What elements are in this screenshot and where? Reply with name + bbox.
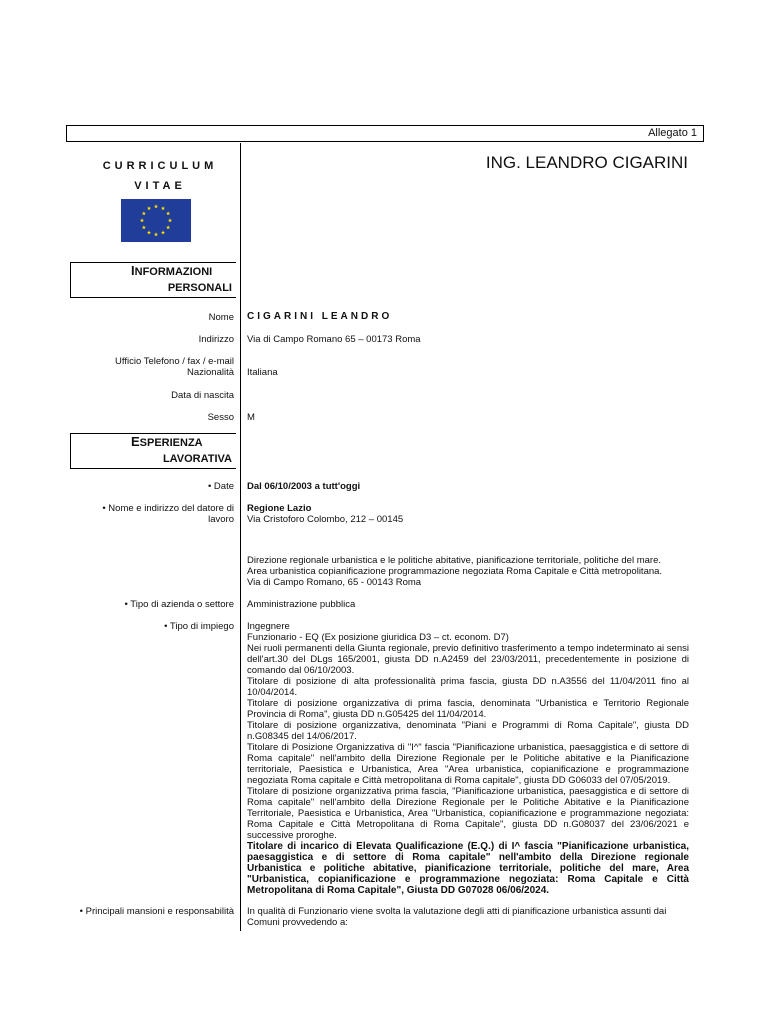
section-personal-cap: I xyxy=(131,263,135,278)
direzione-line2: Area urbanistica copianificazione programmazione negoziata Roma Capitale e Città metropolitana. xyxy=(247,566,663,577)
impiego-role: Ingegnere xyxy=(247,621,290,632)
datore-label xyxy=(70,503,234,525)
mansioni-label: • Principali mansioni e responsabilità xyxy=(79,906,234,917)
impiego-paragraph-7: Titolare di Posizione Organizzativa di "I^" fascia "Pianificazione urbanistica, paesaggistica e di settore di Roma capitale" nell'ambito della Direzione Regionale per le Politiche abitative e la Pianificazione territoriale, Paesistica e Urbanistica, Area "Area urbanistica, copianificazione e programmazione negoziata Roma capitale e Città metropolitana di Roma capitale", giusta DD G06033 del 07/05/2019. xyxy=(247,742,689,786)
nome-label: Nome xyxy=(208,312,234,323)
nascita-label: Data di nascita xyxy=(171,390,234,401)
mansioni-value: In qualità di Funzionario viene svolta la valutazione degli atti di pianificazione urbanistica assunti dai Comuni provvedendo a: xyxy=(247,906,667,928)
indirizzo-value: Via di Campo Romano 65 – 00173 Roma xyxy=(247,334,421,345)
date-value: Dal 06/10/2003 a tutt'oggi xyxy=(247,481,361,492)
impiego-paragraph-4: Titolare di posizione di alta professionalità prima fascia, giusta DD n.A3556 del 11/04/2011 fino al 10/04/2014. xyxy=(247,676,689,698)
direzione-line1: Direzione regionale urbanistica e le politiche abitative, pianificazione territoriale, politiche del mare. xyxy=(247,555,662,566)
allegato-header: Allegato 1 xyxy=(66,125,704,142)
datore-value xyxy=(247,503,689,525)
section-work-line2: LAVORATIVA xyxy=(162,453,232,465)
direzione-block xyxy=(247,555,689,588)
cv-title-line2: VITAE xyxy=(134,180,186,192)
impiego-paragraph-5: Titolare di posizione organizzativa di prima fascia, denominata "Urbanistica e Territorio Regionale Provincia di Roma", giusta DD n.G05425 del 11/04/2014. xyxy=(247,698,689,720)
section-personal-line2: PERSONALI xyxy=(167,282,232,294)
impiego-paragraph-8: Titolare di posizione organizzativa prima fascia, "Pianificazione urbanistica, paesaggistica e di settore di Roma capitale" nell'ambito della Direzione Regionale per le Politiche Abitative e la Pianificazione Territoriale, Paesistica e Urbanistica, Area "Urbanistica, copianificazione e programmazione negoziata: Roma Capitale e Città Metropolitana di Roma Capitale", giusta DD n.G08037 del 23/06/2021 e successive proroghe. xyxy=(247,786,689,841)
cv-title xyxy=(100,156,220,196)
tipo-azienda-label: • Tipo di azienda o settore xyxy=(124,599,234,610)
sesso-label: Sesso xyxy=(207,412,234,423)
datore-label-line2: lavoro xyxy=(208,514,234,525)
date-label: • Date xyxy=(207,481,234,492)
direzione-line3: Via di Campo Romano, 65 - 00143 Roma xyxy=(247,577,422,588)
indirizzo-label: Indirizzo xyxy=(198,334,234,345)
section-personal-rest: NFORMAZIONI xyxy=(134,266,213,278)
sesso-value: M xyxy=(247,412,255,423)
section-work-cap: E xyxy=(131,434,140,449)
nome-value: CIGARINI LEANDRO xyxy=(247,311,393,322)
column-divider xyxy=(240,143,241,931)
eu-flag-icon xyxy=(121,199,191,242)
impiego-paragraph-6: Titolare di posizione organizzativa, denominata "Piani e Programmi di Roma Capitale", giusta DD n.G08345 del 14/06/2017. xyxy=(247,720,689,742)
impiego-paragraph-9: Titolare di incarico di Elevata Qualificazione (E.Q.) di I^ fascia "Pianificazione urbanistica, paesaggistica e di settore di Roma capitale" nell'ambito della Direzione regionale Urbanistica e politiche abitative, pianificazione territoriale, politiche del mare, Area "Urbanistica, copianificazione e programmazione negoziata: Roma Capitale e Città Metropolitana di Roma Capitale", Giusta DD G07028 06/06/2024. xyxy=(247,841,689,896)
telefono-label: Ufficio Telefono / fax / e-mail xyxy=(115,356,234,367)
impiego-paragraph-3: Nei ruoli permanenti della Giunta regionale, previo definitivo trasferimento a tempo indeterminato ai sensi dell'art.30 del DLgs 165/2001, giusta DD n.A2459 del 23/03/2011, precedentemente in posizione di comando dal 06/10/2003. xyxy=(247,643,689,676)
tipo-azienda-value: Amministrazione pubblica xyxy=(247,599,356,610)
person-title: ING. LEANDRO CIGARINI xyxy=(485,153,688,172)
impiego-position: Funzionario - EQ (Ex posizione giuridica D3 – ct. econom. D7) xyxy=(247,632,509,643)
datore-label-line1: • Nome e indirizzo del datore di xyxy=(102,503,234,514)
section-work-experience xyxy=(70,433,236,469)
tipo-impiego-value xyxy=(247,621,689,896)
datore-address: Via Cristoforo Colombo, 212 – 00145 xyxy=(247,514,404,525)
section-work-rest: SPERIENZA xyxy=(139,437,203,449)
nazionalita-value: Italiana xyxy=(247,367,278,378)
nazionalita-label: Nazionalità xyxy=(187,367,234,378)
section-personal-info xyxy=(70,262,236,298)
datore-name: Regione Lazio xyxy=(247,503,312,514)
tipo-impiego-label: • Tipo di impiego xyxy=(164,621,234,632)
cv-title-line1: CURRICULUM xyxy=(102,160,218,172)
